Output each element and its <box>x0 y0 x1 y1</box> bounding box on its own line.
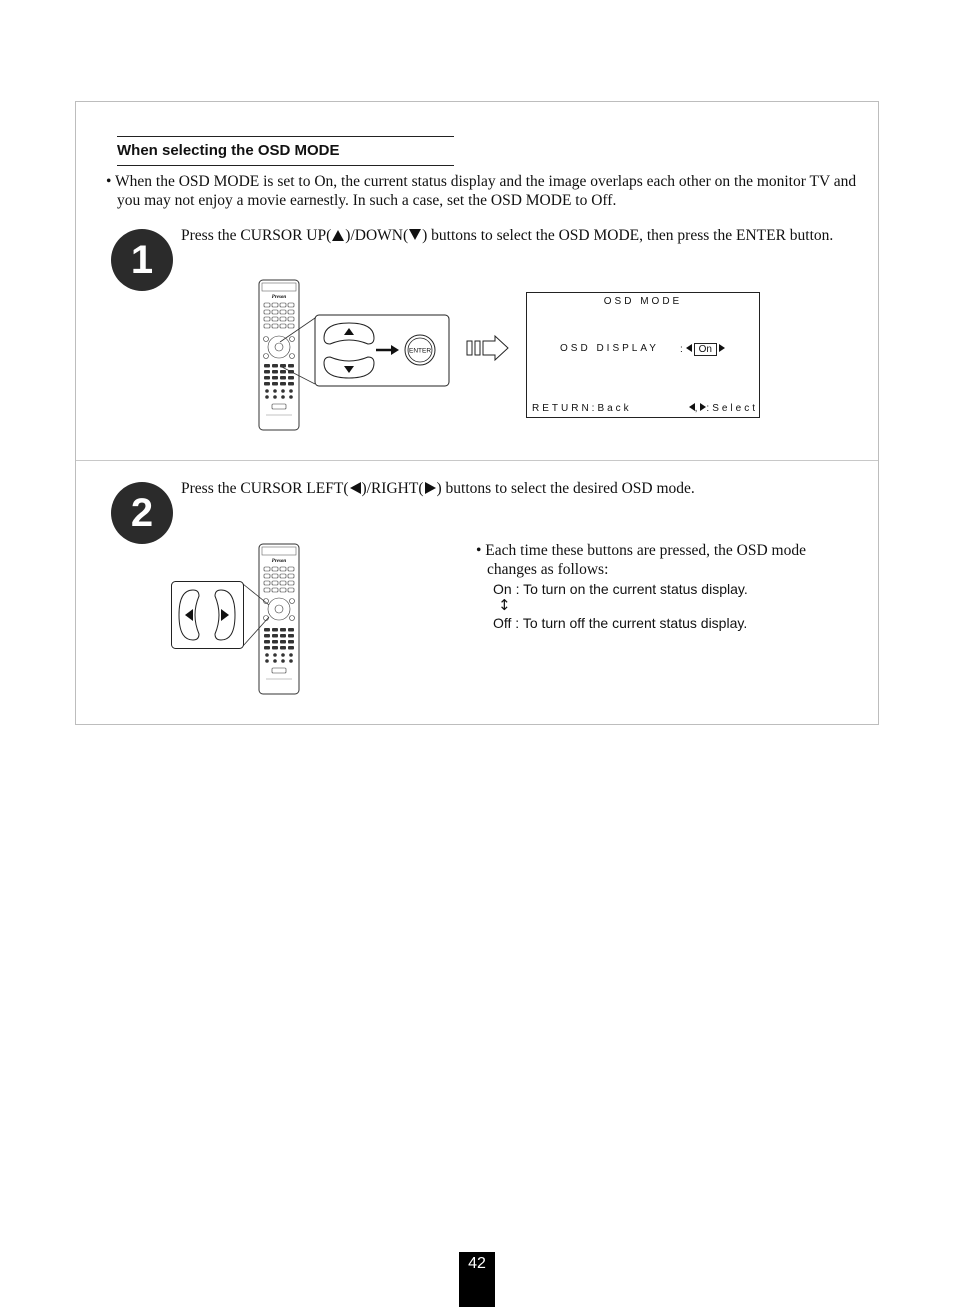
up-down-arrow-icon: ↕ <box>498 596 511 614</box>
step-2-text-b: )/RIGHT( <box>361 480 424 497</box>
remote-control-illustration <box>258 279 300 431</box>
osd-display-value: On <box>694 343 717 356</box>
step-1-text-b: )/DOWN( <box>345 227 409 244</box>
step-2-instruction <box>181 479 695 499</box>
cursor-left-icon <box>350 482 361 494</box>
enter-button-label: ENTER <box>408 347 432 355</box>
osd-footer-separator: , <box>694 403 701 414</box>
intro-paragraph: • When the OSD MODE is set to On, the current status display and the image overlaps each other on the monitor TV and you may not enjoy a movie earnestly. In such a case, set the OSD MODE to Off. <box>106 173 857 209</box>
remote-brand-label: Preson <box>271 295 287 300</box>
result-arrow-icon <box>466 335 510 361</box>
osd-footer-select-text: :Select <box>706 403 758 414</box>
osd-footer-select <box>689 403 758 414</box>
osd-screen <box>526 292 760 418</box>
mode-off-description: Off : To turn off the current status display. <box>493 615 748 631</box>
step-2-note: • Each time these buttons are pressed, the OSD mode changes as follows: <box>476 542 806 578</box>
osd-display-label: OSD DISPLAY <box>560 343 659 354</box>
left-right-buttons-callout <box>171 581 281 649</box>
osd-row-separator: : <box>680 344 683 355</box>
section-heading: When selecting the OSD MODE <box>117 136 454 166</box>
page-number: 42 <box>459 1252 495 1307</box>
step-1-badge: 1 <box>111 229 173 291</box>
osd-display-setting <box>680 343 725 356</box>
step-2-text-c: ) buttons to select the desired OSD mode. <box>436 480 695 497</box>
osd-title: OSD MODE <box>603 296 683 307</box>
step-2-badge: 2 <box>111 482 173 544</box>
step-1-text-a: Press the CURSOR UP( <box>181 227 332 244</box>
mode-on-description: On : To turn on the current status display. <box>493 581 748 597</box>
step-2-text-a: Press the CURSOR LEFT( <box>181 480 349 497</box>
cursor-buttons-callout <box>300 314 450 388</box>
left-arrow-icon <box>686 344 692 352</box>
cursor-up-icon <box>332 230 344 241</box>
step-1-text-c: ) buttons to select the OSD MODE, then press the ENTER button. <box>422 227 834 244</box>
cursor-right-icon <box>425 482 436 494</box>
step-divider <box>76 460 878 461</box>
osd-footer-back: RETURN:Back <box>532 403 632 414</box>
cursor-down-icon <box>409 229 421 240</box>
step-1-instruction <box>181 226 833 246</box>
right-arrow-icon <box>719 344 725 352</box>
remote-brand-label: Preson <box>271 559 287 564</box>
